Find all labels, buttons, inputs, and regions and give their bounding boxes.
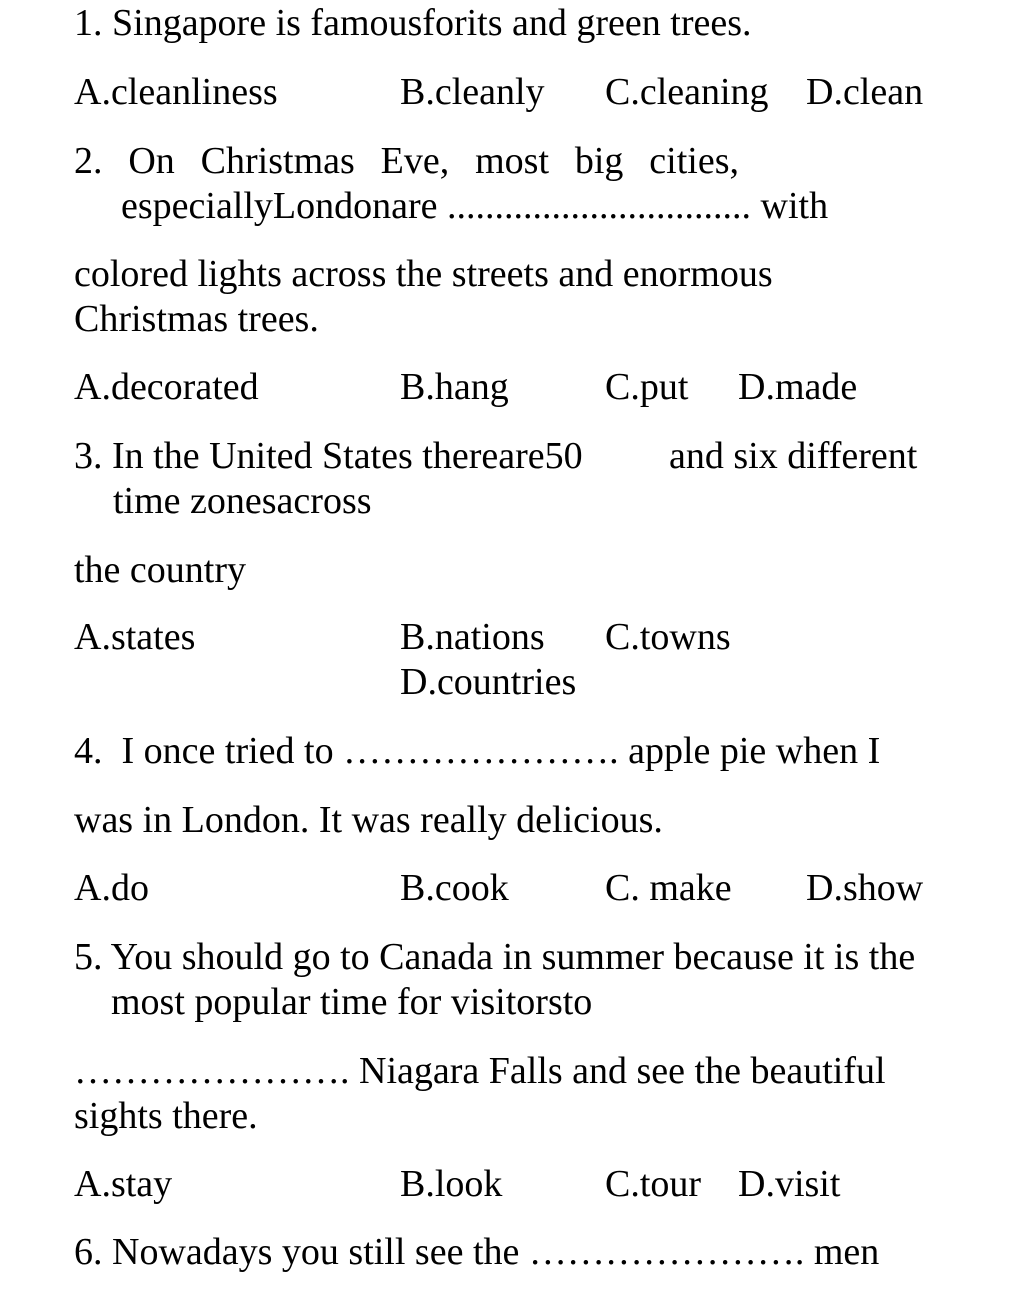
- question-3-line-1: 3. In the United States thereare50: [74, 435, 583, 477]
- question-1-option-b: B.cleanly: [400, 71, 545, 113]
- question-2-option-a: A.decorated: [74, 366, 259, 408]
- question-4-option-d: D.show: [806, 867, 924, 909]
- question-2-option-c: C.put: [605, 366, 689, 408]
- question-5-option-c: C.tour: [605, 1163, 702, 1205]
- question-2-line-3: colored lights across the streets and enormous: [74, 253, 773, 295]
- question-1-option-d: D.clean: [806, 71, 924, 113]
- question-1-option-a: A.cleanliness: [74, 71, 278, 113]
- question-5-line-3: …………………. Niagara Falls and see the beautiful: [74, 1050, 886, 1092]
- question-3-option-b: B.nations: [400, 616, 545, 658]
- question-2-option-b: B.hang: [400, 366, 509, 408]
- question-6-line-1: 6. Nowadays you still see the …………………. men: [74, 1231, 880, 1273]
- question-4-line-1: 4. I once tried to …………………. apple pie when I: [74, 730, 881, 772]
- question-5-line-1: 5. You should go to Canada in summer because it is the: [74, 936, 916, 978]
- question-4-option-b: B.cook: [400, 867, 509, 909]
- question-4-option-a: A.do: [74, 867, 149, 909]
- question-5-option-a: A.stay: [74, 1163, 173, 1205]
- question-5-line-4: sights there.: [74, 1095, 258, 1137]
- question-3-option-c: C.towns: [605, 616, 731, 658]
- question-1-option-c: C.cleaning: [605, 71, 769, 113]
- question-2-line-2: especiallyLondonare ................................ with: [121, 185, 829, 227]
- question-5-line-2: most popular time for visitorsto: [111, 981, 593, 1023]
- question-4-option-c: C. make: [605, 867, 732, 909]
- question-2-option-d: D.made: [738, 366, 858, 408]
- question-3-line-3: the country: [74, 549, 247, 591]
- question-2-line-4: Christmas trees.: [74, 298, 319, 340]
- question-3-option-d: D.countries: [400, 661, 577, 703]
- question-4-line-2: was in London. It was really delicious.: [74, 799, 663, 841]
- question-5-option-d: D.visit: [738, 1163, 841, 1205]
- question-5-option-b: B.look: [400, 1163, 503, 1205]
- question-3-line-2: time zonesacross: [113, 480, 372, 522]
- question-1-text: 1. Singapore is famousforits and green trees.: [74, 2, 752, 44]
- question-3-line-1-end: and six different: [669, 435, 918, 477]
- question-3-option-a: A.states: [74, 616, 196, 658]
- question-2-line-1: 2. On Christmas Eve, most big cities,: [74, 140, 739, 182]
